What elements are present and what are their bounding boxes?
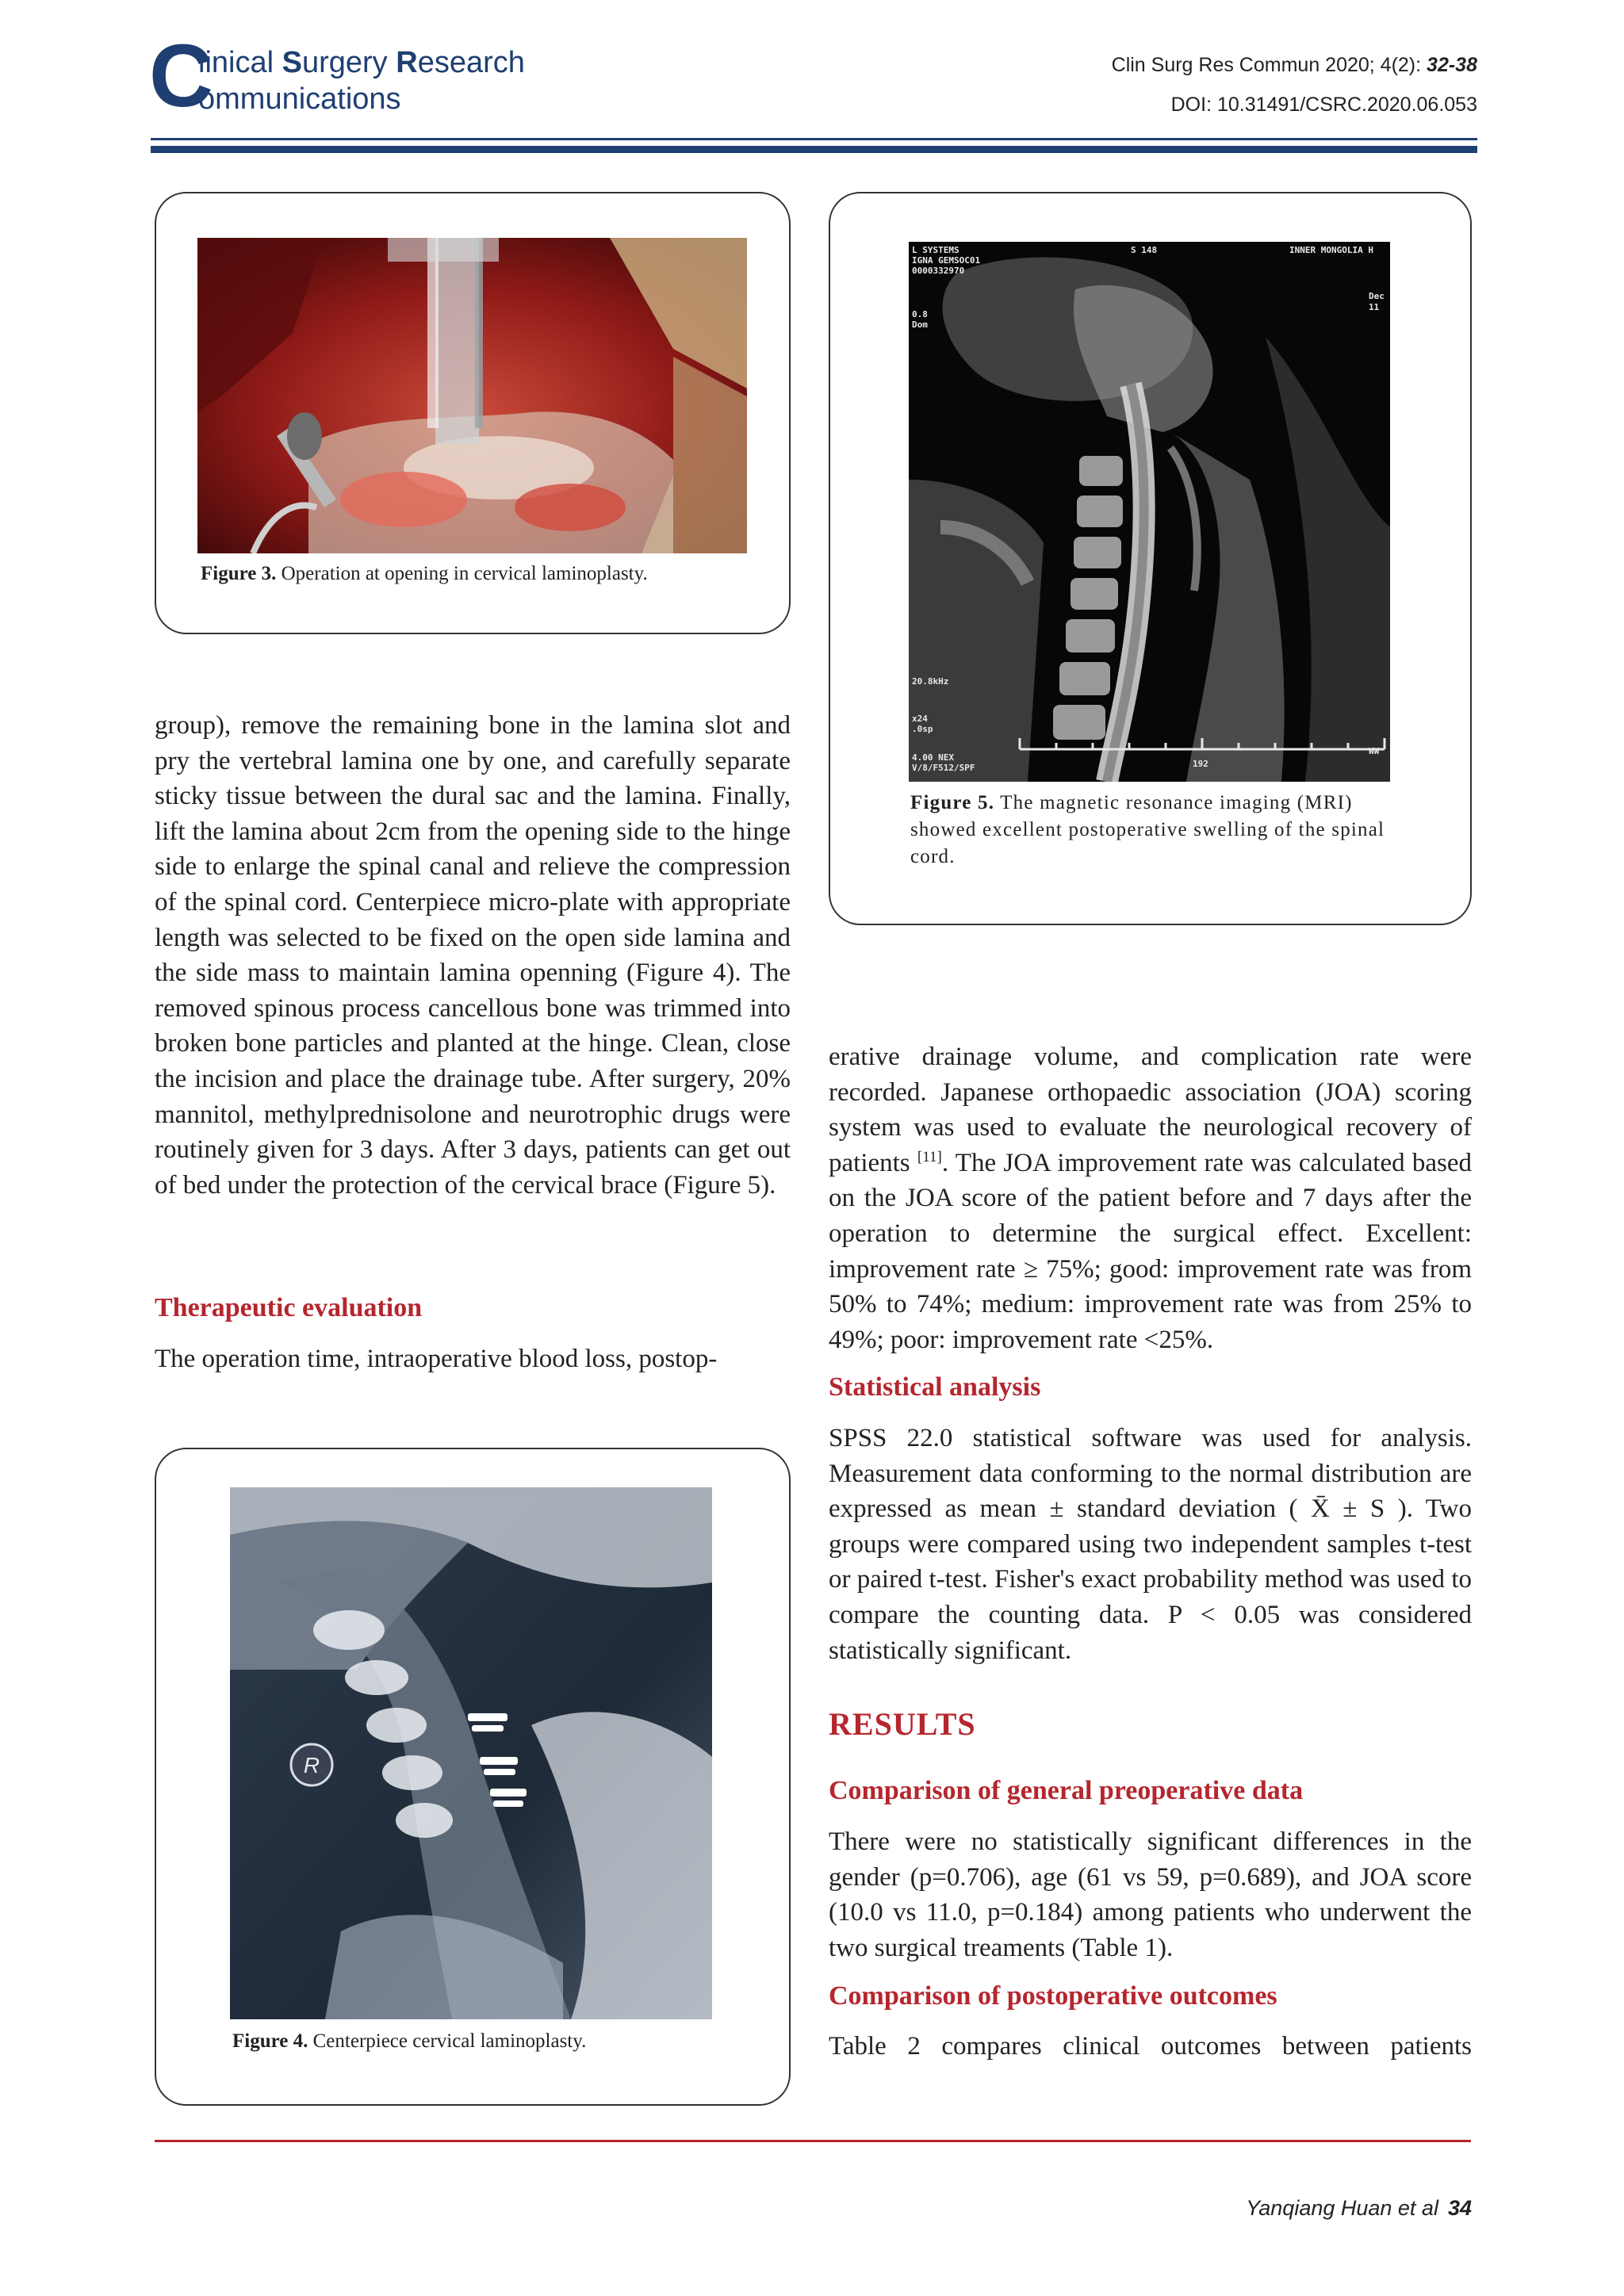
figure-4-label: Figure 4. bbox=[232, 2030, 308, 2052]
figure-3-label: Figure 3. bbox=[201, 563, 277, 584]
mri-label-tl2: IGNA GEMSOC01 bbox=[912, 255, 981, 266]
figure-5-mri-image bbox=[909, 242, 1390, 782]
mri-label-tl3: 0000332970 bbox=[912, 266, 965, 276]
page-footer bbox=[1246, 2196, 1472, 2221]
citation-ref-11: [11] bbox=[917, 1148, 942, 1165]
mri-label-rmid1: Dec bbox=[1369, 291, 1385, 301]
mri-label-tr2: INNER MONGOLIA H bbox=[1289, 245, 1373, 255]
xray-side-marker: R bbox=[303, 1753, 320, 1777]
heading-results: RESULTS bbox=[829, 1706, 976, 1742]
mri-label-llow3: .0sp bbox=[912, 724, 933, 734]
figure-3-surgery-photo bbox=[197, 238, 747, 553]
page-range: 32-38 bbox=[1427, 54, 1477, 76]
right-body-paragraph-2: SPSS 22.0 statistical software was used for analysis. Measurement data conforming to the normal distribution are expressed as mean ± standard deviation ( X̄ ± S ). Two groups were compared using two independent samples t-test or paired t-test. Fisher's exact probability method was used to compare the counting data. P < 0.05 was considered statistically significant. bbox=[829, 1424, 1472, 1665]
left-body-paragraph-2: The operation time, intraoperative blood loss, postop- bbox=[155, 1345, 718, 1373]
heading-statistical-analysis: Statistical analysis bbox=[829, 1372, 1041, 1402]
heading-therapeutic-evaluation: Therapeutic evaluation bbox=[155, 1293, 423, 1322]
right-body-paragraph-4: Table 2 compares clinical outcomes between patients bbox=[829, 2032, 1472, 2061]
footer-rule bbox=[155, 2140, 1471, 2142]
footer-author: Yanqiang Huan et al bbox=[1246, 2196, 1438, 2220]
mri-label-lmid1: 0.8 bbox=[912, 309, 928, 320]
heading-general-preoperative-data: Comparison of general preoperative data bbox=[829, 1776, 1304, 1805]
mri-label-llow1: 20.8kHz bbox=[912, 676, 949, 687]
right-body-paragraph-1: erative drainage volume, and complication rate were recorded. Japanese orthopaedic association (JOA) scoring system was used to evaluate the neurological recovery of patients [11]. The JOA improvement rate was calculated based on the JOA score of the patient before and 7 days after the operation to determine the surgical effect. Excellent: improvement rate ≥ 75%; good: improvement rate was from 50% to 74%; medium: improvement rate was from 25% to 49%; poor: improvement rate <25%. bbox=[829, 1043, 1472, 1354]
mri-label-llow5: V/8/F512/SPF bbox=[912, 763, 975, 773]
mri-label-tr1: S 148 bbox=[1131, 245, 1158, 255]
mri-label-tl1: L SYSTEMS bbox=[912, 245, 959, 255]
journal-name-line1: linical Surgery Research bbox=[198, 46, 525, 79]
journal-logo-c: C bbox=[149, 26, 213, 125]
left-body-paragraph-1: group), remove the remaining bone in the lamina slot and pry the vertebral lamina one by one, and carefully separate sticky tissue between the dural sac and the lamina. Finally, lift the lamina about 2cm from the opening side to the hinge side to enlarge the spinal canal and relieve the compression of the spinal cord. Centerpiece micro-plate with appropriate length was selected to be fixed on the open side lamina and the side mass to maintain lamina openning (Figure 4). The removed spinous process cancellous bone was trimmed into broken bone particles and planted at the hinge. Clean, close the incision and place the drainage tube. After surgery, 20% mannitol, methylprednisolone and neurotrophic drugs were routinely given for 3 days. After 3 days, patients can get out of bed under the protection of the cervical brace (Figure 5). bbox=[155, 711, 791, 1200]
figure-3-caption: Figure 3. Operation at opening in cervical laminoplasty. bbox=[201, 563, 648, 584]
journal-name-line2: ommunications bbox=[198, 82, 401, 116]
heading-postoperative-outcomes: Comparison of postoperative outcomes bbox=[829, 1981, 1277, 2011]
mri-label-br: WW bbox=[1369, 746, 1380, 756]
mri-label-rmid2: 11 bbox=[1369, 302, 1380, 312]
header-rule-thick bbox=[151, 146, 1477, 153]
citation-line: Clin Surg Res Commun 2020; 4(2): 32-38 bbox=[1111, 54, 1477, 76]
figure-4-caption: Figure 4. Centerpiece cervical laminoplasty. bbox=[232, 2030, 587, 2052]
figure-5-caption: Figure 5. The magnetic resonance imaging (MRI) showed excellent postoperative swelling of the spinal cord. bbox=[910, 792, 1385, 867]
page-number: 34 bbox=[1447, 2196, 1472, 2220]
figure-4-xray-image bbox=[230, 1487, 712, 2019]
doi-line: DOI: 10.31491/CSRC.2020.06.053 bbox=[1170, 94, 1477, 116]
mri-label-llow2: x24 bbox=[912, 714, 928, 724]
header-rule-thin bbox=[151, 138, 1477, 140]
right-body-paragraph-3: There were no statistically significant differences in the gender (p=0.706), age (61 vs 59, p=0.689), and JOA score (10.0 vs 11.0, p=0.184) among patients who underwent the two surgical treaments (Table 1). bbox=[829, 1827, 1472, 1962]
figure-5-label: Figure 5. bbox=[910, 792, 995, 813]
mri-scale-number: 192 bbox=[1193, 759, 1208, 769]
mri-label-lmid2: Dom bbox=[912, 320, 928, 330]
mri-label-llow4: 4.00 NEX bbox=[912, 752, 954, 763]
